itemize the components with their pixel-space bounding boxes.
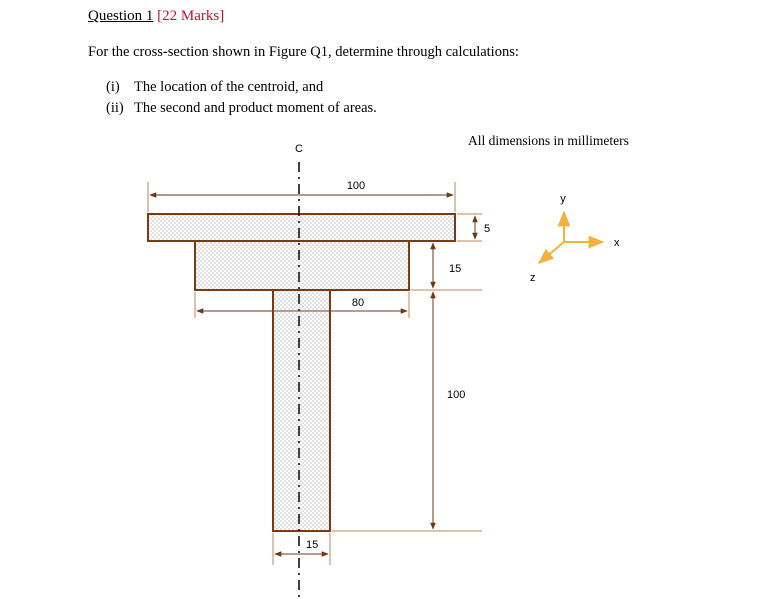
units-note: All dimensions in millimeters bbox=[468, 133, 629, 148]
dim-label-top-thickness: 5 bbox=[484, 223, 491, 235]
x-axis-label: x bbox=[614, 237, 620, 249]
dim-label-middle-width: 80 bbox=[351, 297, 365, 309]
task-item-2-text: The second and product moment of areas. bbox=[134, 100, 377, 116]
z-axis-label: z bbox=[530, 272, 536, 284]
axis-label-c: C bbox=[295, 143, 303, 155]
dim-label-stem-height: 100 bbox=[447, 389, 466, 401]
task-item-1-text: The location of the centroid, and bbox=[134, 79, 324, 95]
top-flange bbox=[148, 214, 455, 241]
dim-label-middle-thickness: 15 bbox=[449, 263, 462, 275]
task-item-2-number: (ii) bbox=[106, 100, 124, 116]
task-item-1-number: (i) bbox=[106, 79, 120, 95]
y-axis-label: y bbox=[560, 193, 566, 205]
z-axis-arrow bbox=[539, 242, 564, 263]
dim-label-stem-width: 15 bbox=[306, 539, 319, 551]
middle-flange bbox=[195, 241, 409, 290]
stem bbox=[273, 290, 330, 531]
question-intro: For the cross-section shown in Figure Q1, determine through calculations: bbox=[88, 44, 519, 60]
coordinate-axes bbox=[530, 193, 620, 284]
question-marks: [22 Marks] bbox=[157, 8, 225, 24]
question-label: Question 1 bbox=[88, 8, 154, 24]
dim-label-top-width: 100 bbox=[346, 180, 366, 192]
